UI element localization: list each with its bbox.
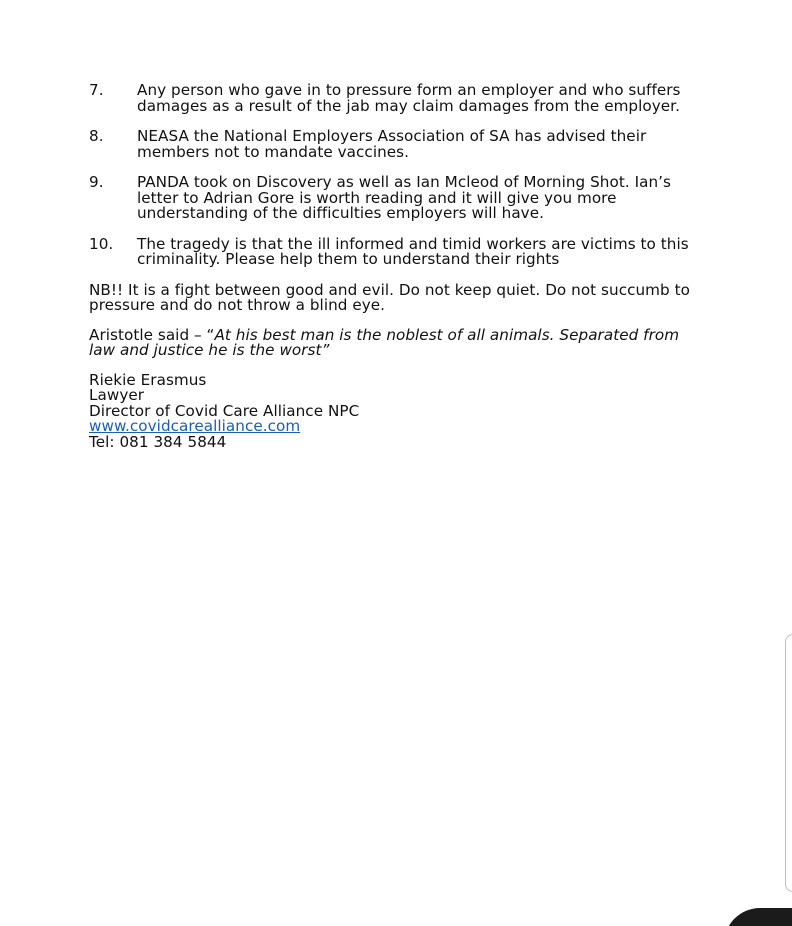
phone-number: Tel: 081 384 5844 [89,432,227,451]
numbered-item-7 [89,83,709,114]
numbered-item-8 [89,129,709,160]
website-link[interactable]: www.covidcarealliance.com [89,417,301,435]
corner-action-button[interactable] [724,908,792,926]
item-number: 9. [89,173,104,191]
item-number: 7. [89,81,104,99]
item-number: 8. [89,127,104,145]
item-number: 10. [89,234,114,253]
document-body [89,83,709,450]
item-text: Any person who gave in to pressure form an employer and who suffers damages as a result of the jab may claim damages from the employer. [137,81,681,115]
signer-title: Director of Covid Care Alliance NPC [89,401,360,420]
nb-paragraph: NB!! It is a fight between good and evil. Do not keep quiet. Do not succumb to pressure and do not throw a blind eye. [89,280,690,314]
quote-text: At his best man is the noblest of all animals. Separated from law and justice he is the worst” [89,325,680,359]
numbered-item-10 [89,234,709,268]
numbered-item-9 [89,175,709,222]
side-panel-tab[interactable] [785,634,792,892]
signer-name: Riekie Erasmus [89,370,207,389]
aristotle-quote [89,325,709,359]
quote-intro: Aristotle said – “ [89,325,215,344]
item-text: The tragedy is that the ill informed and timid workers are victims to this criminality. Please help them to understand their rights [137,234,689,268]
signer-role: Lawyer [89,386,145,404]
item-text: NEASA the National Employers Association of SA has advised their members not to mandate vaccines. [137,127,647,161]
item-text: PANDA took on Discovery as well as Ian Mcleod of Morning Shot. Ian’s letter to Adrian Gore is worth reading and it will give you more understanding of the difficulties employers will have. [137,173,671,222]
signature-block [89,370,709,451]
